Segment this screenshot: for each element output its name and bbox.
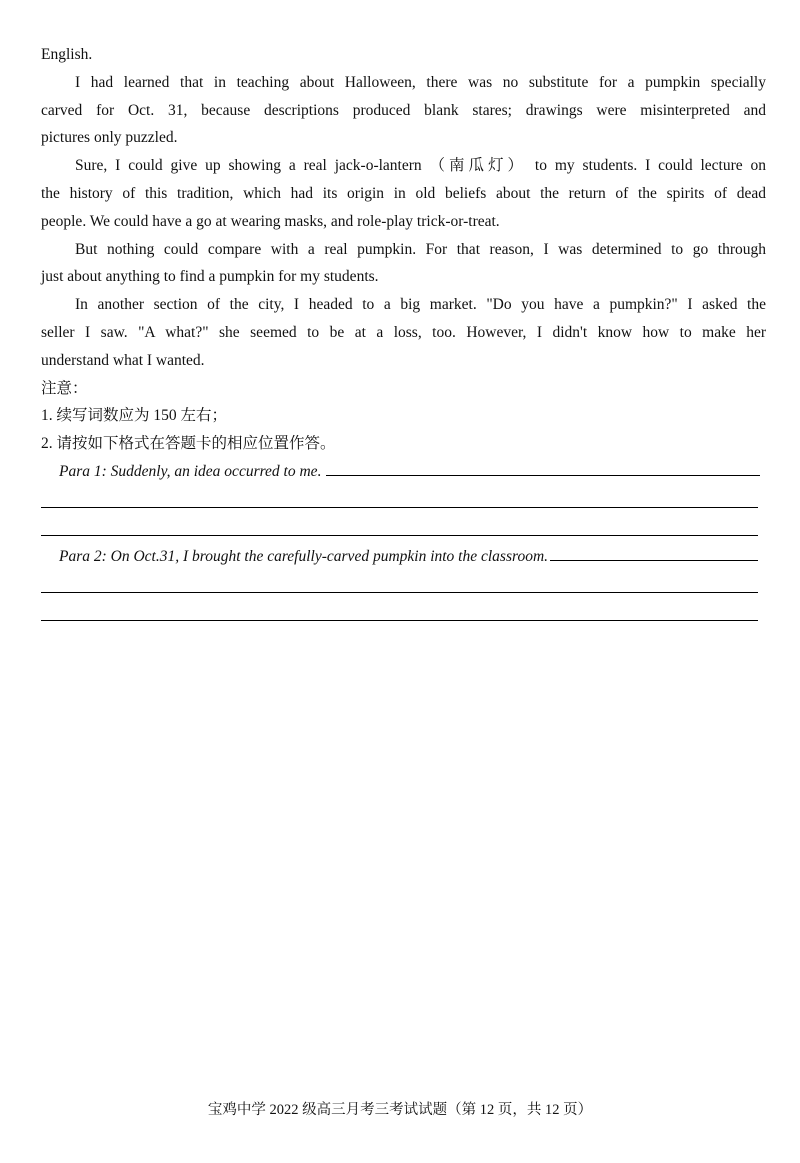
reading-passage: [41, 41, 766, 486]
para2-prompt-wrapper: [41, 543, 758, 571]
answer-line: [41, 507, 758, 508]
passage-line: pictures only puzzled.: [41, 129, 178, 147]
note-item: 1. 续写词数应为 150 左右；: [41, 407, 228, 425]
passage-line: understand what I wanted.: [41, 351, 205, 369]
passage-line: I had learned that in teaching about Halloween, there was no substitute for a pumpkin specially: [75, 73, 766, 91]
para1-prompt-row: [41, 458, 760, 486]
para2-fill-line: [550, 550, 758, 561]
passage-line: seller I saw. "A what?" she seemed to be at a loss, too. However, I didn't know how to make her: [41, 323, 766, 341]
note-item: 2. 请按如下格式在答题卡的相应位置作答。: [41, 435, 336, 453]
notes-heading: 注意：: [41, 379, 88, 397]
passage-line: the history of this tradition, which had its origin in old beliefs about the return of the spirits of dead: [41, 184, 766, 202]
page-footer: 宝鸡中学 2022 级高三月考三考试试题（第 12 页，共 12 页）: [207, 1102, 593, 1118]
passage-line: Sure, I could give up showing a real jack-o-lantern （南瓜灯） to my students. I could lecture on: [75, 157, 766, 175]
para2-prompt-row: [41, 543, 758, 571]
para1-fill-line: [326, 465, 760, 476]
answer-line: [41, 620, 758, 621]
para2-prompt: Para 2: On Oct.31, I brought the carefully-carved pumpkin into the classroom.: [59, 548, 549, 565]
answer-line: [41, 592, 758, 593]
passage-line: people. We could have a go at wearing masks, and role-play trick-or-treat.: [41, 212, 500, 230]
passage-line: In another section of the city, I headed to a big market. "Do you have a pumpkin?" I asked the: [75, 296, 766, 314]
passage-line: carved for Oct. 31, because descriptions produced blank stares; drawings were misinterpreted and: [41, 101, 766, 119]
passage-line: But nothing could compare with a real pumpkin. For that reason, I was determined to go through: [75, 240, 766, 258]
passage-line: English.: [41, 46, 93, 63]
para1-prompt: Para 1: Suddenly, an idea occurred to me.: [59, 462, 322, 480]
answer-line: [41, 535, 758, 536]
passage-line: just about anything to find a pumpkin for my students.: [41, 268, 379, 286]
